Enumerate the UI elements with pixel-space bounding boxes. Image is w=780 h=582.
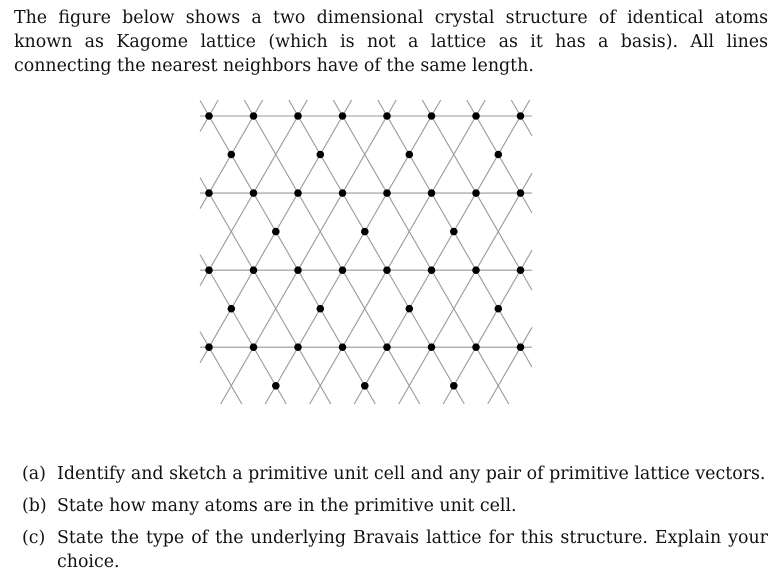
question-b: [22, 494, 768, 518]
lattice-atom: [383, 343, 391, 351]
lattice-bond: [200, 178, 331, 405]
lattice-bond: [310, 100, 486, 404]
lattice-atom: [428, 266, 436, 274]
lattice-atom: [339, 343, 347, 351]
lattice-atom: [472, 343, 480, 351]
lattice-bond: [221, 100, 397, 404]
lattice-bond: [354, 100, 530, 404]
lattice-atom: [517, 112, 525, 120]
kagome-lattice-figure: [196, 96, 536, 408]
lattice-atom: [294, 189, 302, 197]
lattice-atom: [205, 112, 213, 120]
question-a-label: (a): [22, 464, 46, 484]
question-b-text: State how many atoms are in the primitive unit cell.: [57, 496, 517, 516]
lattice-atom: [228, 151, 236, 159]
lattice-atom: [495, 305, 503, 313]
lattice-bond: [488, 327, 532, 404]
lattice-atom: [517, 266, 525, 274]
lattice-atom: [406, 151, 414, 159]
lattice-atom: [228, 305, 236, 313]
lattice-atom: [383, 112, 391, 120]
lattice-atom: [339, 266, 347, 274]
question-list: [22, 462, 768, 582]
lattice-atom: [294, 343, 302, 351]
lattice-bond: [399, 173, 532, 404]
lattice-bond: [265, 100, 441, 404]
question-c: [22, 526, 768, 574]
lattice-bond: [200, 332, 242, 404]
lattice-atom: [450, 228, 458, 236]
lattice-atom: [272, 228, 280, 236]
lattice-atom: [383, 189, 391, 197]
lattice-atom: [250, 189, 258, 197]
question-b-label: (b): [22, 496, 47, 516]
lattice-bond: [289, 100, 465, 404]
lattice-atom: [472, 266, 480, 274]
lattice-atom: [406, 305, 414, 313]
lattice-atom: [517, 343, 525, 351]
problem-intro: The figure below shows a two dimensional crystal structure of identical atoms known as Kagome lattice (which is not a lattice as it has a basis). All lines connecting the nearest neighbors have of the same length.: [14, 8, 768, 76]
lattice-atom: [339, 112, 347, 120]
lattice-atom: [472, 112, 480, 120]
lattice-atom: [428, 343, 436, 351]
lattice-atom: [472, 189, 480, 197]
lattice-atom: [428, 112, 436, 120]
question-a-text: Identify and sketch a primitive unit cell and any pair of primitive lattice vectors.: [57, 464, 766, 484]
lattice-atom: [450, 382, 458, 390]
lattice-atom: [294, 266, 302, 274]
lattice-atom: [495, 151, 503, 159]
lattice-atom: [361, 382, 369, 390]
lattice-atom: [361, 228, 369, 236]
lattice-bond: [200, 255, 286, 404]
question-c-text: State the type of the underlying Bravais lattice for this structure. Explain your choice.: [57, 528, 768, 572]
lattice-atom: [205, 266, 213, 274]
question-a: [22, 462, 768, 486]
lattice-atom: [250, 266, 258, 274]
lattice-atom: [294, 112, 302, 120]
lattice-atom: [383, 266, 391, 274]
lattice-atom: [517, 189, 525, 197]
lattice-atom: [205, 343, 213, 351]
lattice-bonds: [200, 100, 532, 404]
lattice-atom: [339, 189, 347, 197]
lattice-atom: [250, 343, 258, 351]
question-c-label: (c): [22, 528, 46, 548]
lattice-bond: [200, 100, 375, 404]
lattice-atom: [205, 189, 213, 197]
lattice-atom: [428, 189, 436, 197]
lattice-atom: [317, 151, 325, 159]
lattice-bond: [244, 100, 419, 404]
lattice-atom: [250, 112, 258, 120]
lattice-bond: [333, 100, 509, 404]
lattice-atom: [272, 382, 280, 390]
lattice-atom: [317, 305, 325, 313]
